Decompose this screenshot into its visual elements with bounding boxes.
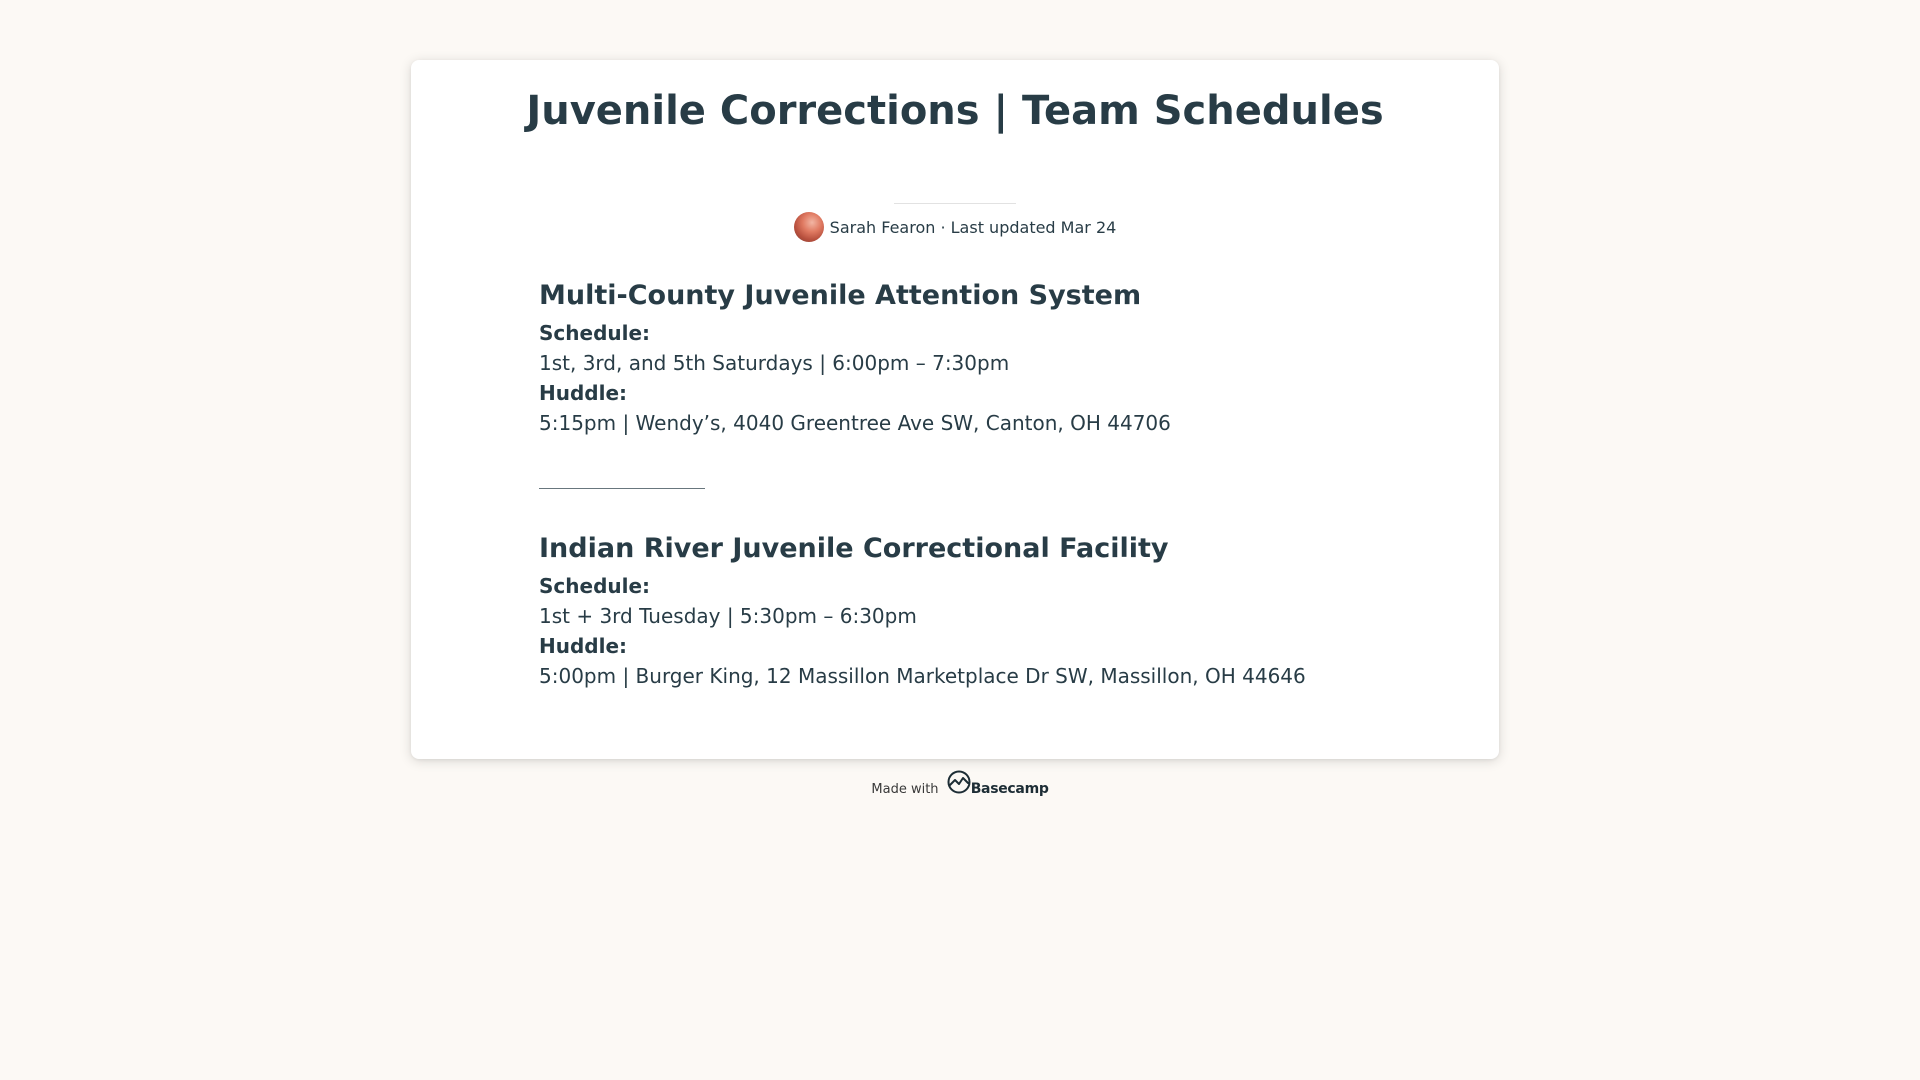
huddle-value: 5:15pm | Wendy’s, 4040 Greentree Ave SW, Canton, OH 44706 <box>539 411 1171 435</box>
section-divider <box>539 488 705 489</box>
section-title: Multi-County Juvenile Attention System <box>539 280 1142 311</box>
basecamp-link[interactable] <box>943 782 1049 797</box>
byline-separator: · <box>935 218 951 237</box>
page-title: Juvenile Corrections | Team Schedules <box>526 88 1384 134</box>
document-card <box>411 60 1499 759</box>
avatar[interactable] <box>794 212 824 242</box>
huddle-label: Huddle: <box>539 381 628 405</box>
byline <box>411 213 1499 244</box>
schedule-value: 1st + 3rd Tuesday | 5:30pm – 6:30pm <box>539 604 917 628</box>
title-divider <box>894 203 1016 204</box>
schedule-section <box>539 529 1399 691</box>
schedule-section <box>539 276 1399 438</box>
document-body <box>539 276 1399 691</box>
schedule-label: Schedule: <box>539 574 651 598</box>
section-title: Indian River Juvenile Correctional Facility <box>539 533 1169 564</box>
footer <box>0 772 1920 807</box>
basecamp-logo-icon <box>947 770 971 805</box>
made-with-text: Made with <box>871 782 939 797</box>
basecamp-brand: Basecamp <box>970 781 1049 797</box>
schedule-value: 1st, 3rd, and 5th Saturdays | 6:00pm – 7:30pm <box>539 351 1010 375</box>
huddle-label: Huddle: <box>539 634 628 658</box>
last-updated: Last updated Mar 24 <box>950 218 1117 237</box>
author-name[interactable]: Sarah Fearon <box>829 218 936 237</box>
huddle-value: 5:00pm | Burger King, 12 Massillon Marketplace Dr SW, Massillon, OH 44646 <box>539 664 1306 688</box>
schedule-label: Schedule: <box>539 321 651 345</box>
